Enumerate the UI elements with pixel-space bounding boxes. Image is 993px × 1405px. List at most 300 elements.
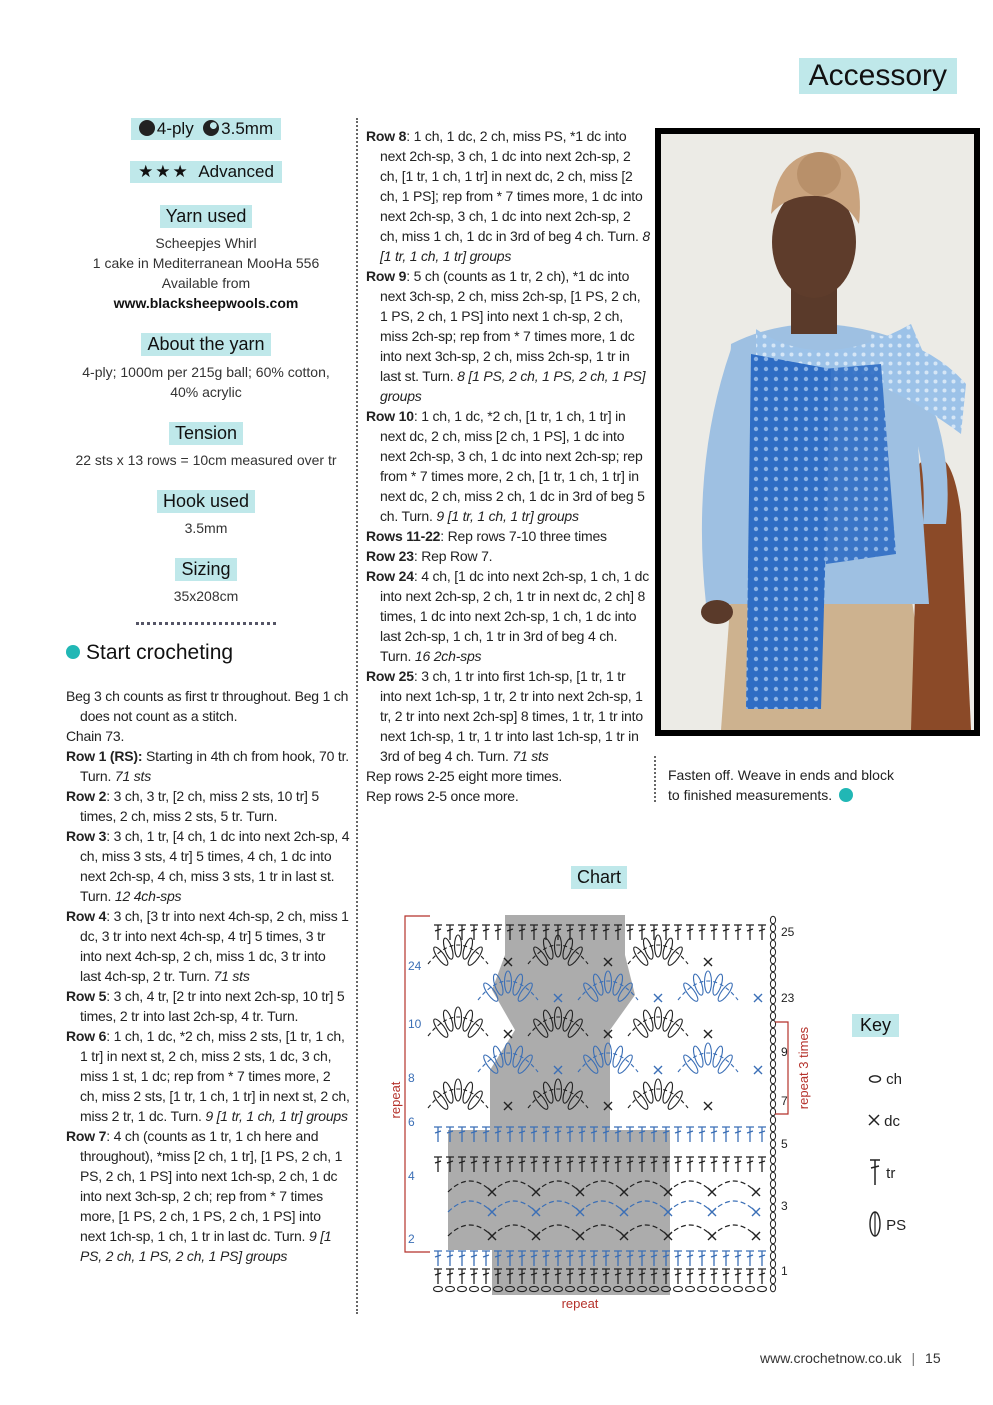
edge-chain-mark	[770, 1212, 775, 1220]
row-instructions: : 1 ch, 1 dc, *2 ch, miss 2 sts, [1 tr, 1 ch, 1 tr] in next st, 2 ch, miss 2 sts, 1 dc, 3 ch, miss 1 st, 1 dc; rep from * 7 times more, 2 ch, miss 2 sts, [1 tr, 1 ch, 1 tr] in next st, 2 ch, miss 2 tr, 1 dc. Turn.	[80, 1028, 350, 1124]
row-instructions: : 5 ch (counts as 1 tr, 2 ch), *1 dc into next 3ch-sp, 2 ch, miss 2ch-sp, [1 PS, 2 ch, 1 PS, 2 ch, 1 PS] into next 1 ch-sp, 2 ch, miss 2ch-sp; rep from * 7 times more, 1 dc into next 3ch-sp, 2 ch, miss 2ch-sp, 1 tr in last st. Turn.	[380, 268, 641, 384]
puff-stitch-mark	[655, 1007, 662, 1029]
repeat-label-left: repeat	[388, 1081, 403, 1119]
treble-mark	[434, 1127, 442, 1142]
key-item-ps	[868, 1210, 906, 1238]
edge-chain-mark	[770, 1100, 775, 1108]
row-stitch-count: 9 [1 PS, 2 ch, 1 PS, 2 ch, 1 PS] groups	[80, 1228, 332, 1264]
chain-arc	[712, 1225, 756, 1236]
hook-size: 3.5mm	[221, 119, 274, 138]
about-yarn-heading	[58, 333, 354, 356]
row-instructions: Starting in 4th ch from hook, 70 tr. Turn.	[80, 748, 349, 784]
treble-mark	[446, 1269, 454, 1284]
pattern-row	[66, 906, 350, 986]
edge-chain-mark	[770, 1268, 775, 1276]
yarn-used-heading-label: Yarn used	[160, 205, 253, 228]
row-instructions: : 3 ch, 4 tr, [2 tr into next 2ch-sp, 10 tr] 5 times, 2 tr into last 2ch-sp, 4 tr. Turn.	[80, 988, 345, 1024]
chain-arc	[712, 1201, 756, 1212]
skill-level-badge	[130, 161, 282, 183]
dc-mark	[752, 1188, 760, 1196]
row-label: Row 5	[66, 988, 107, 1004]
treble-mark	[698, 1269, 706, 1284]
edge-chain-mark	[770, 1204, 775, 1212]
pattern-row	[366, 406, 650, 526]
pattern-row	[66, 746, 350, 786]
edge-chain-mark	[770, 1164, 775, 1172]
puff-stitch-mark	[692, 1045, 705, 1068]
treble-mark	[470, 1269, 478, 1284]
caption-separator	[654, 756, 656, 802]
about-yarn-line-2: 40% acrylic	[170, 384, 242, 400]
row-label: Row 2	[66, 788, 107, 804]
row-instructions: Rep rows 2-25 eight more times.	[366, 768, 563, 784]
edge-chain-mark	[770, 924, 775, 932]
treble-mark	[758, 1269, 766, 1284]
sizing-heading	[58, 558, 354, 581]
start-crocheting-label: Start crocheting	[86, 641, 234, 664]
chain-mark	[746, 1286, 755, 1291]
chain-mark	[446, 1286, 455, 1291]
puff-stitch-mark	[661, 937, 674, 960]
row-instructions: : 1 ch, 1 dc, *2 ch, [1 tr, 1 ch, 1 tr] in next dc, 2 ch, miss [2 ch, 1 PS], 1 dc into next 2ch-sp, 3 ch, 1 dc into next 2ch-sp; rep from * 7 times more, 2 ch, [1 tr, 1 ch, 1 tr] in next dc, 2 ch, miss 2 ch, 1 dc in 3rd of beg 5 ch. Turn.	[380, 408, 645, 524]
pattern-row	[366, 126, 650, 266]
treble-mark	[662, 925, 670, 940]
puff-stitch-mark	[705, 1043, 712, 1065]
treble-mark	[746, 925, 754, 940]
edge-chain-mark	[770, 1260, 775, 1268]
dc-mark	[704, 958, 712, 966]
edge-chain-mark	[770, 1044, 775, 1052]
yarn-weight: 4-ply	[156, 119, 194, 138]
skill-stars-icon: ★★★	[138, 162, 190, 181]
puff-stitch-mark	[661, 1081, 674, 1104]
pattern-row	[366, 526, 650, 546]
puff-stitch-mark	[461, 937, 474, 960]
puff-stitch-symbol-icon	[868, 1210, 882, 1238]
treble-mark	[758, 1251, 766, 1266]
row-instructions: : Rep rows 7-10 three times	[440, 528, 607, 544]
row-instructions: : 3 ch, 3 tr, [2 ch, miss 2 sts, 10 tr] 5 times, 2 ch, miss 2 sts, 5 tr. Turn.	[80, 788, 320, 824]
treble-mark	[686, 1127, 694, 1142]
edge-chain-mark	[770, 1236, 775, 1244]
treble-mark	[758, 925, 766, 940]
treble-mark	[734, 1251, 742, 1266]
treble-mark	[722, 1127, 730, 1142]
treble-mark	[686, 1251, 694, 1266]
puff-stitch-mark	[642, 1009, 655, 1032]
treble-mark	[746, 1251, 754, 1266]
puff-stitch-mark	[655, 935, 662, 957]
puff-stitch-mark	[711, 1045, 724, 1068]
row-stitch-count: 9 [1 tr, 1 ch, 1 tr] groups	[205, 1108, 348, 1124]
chain-mark	[674, 1286, 683, 1291]
row-instructions: : 4 ch (counts as 1 tr, 1 ch here and throughout), *miss [2 ch, 1 tr], [1 PS, 2 ch, 1 PS, 2 ch, 1 PS] into next 1ch-sp, 2 ch, 1 dc into next 3ch-sp, 2 ch; rep from * 7 times more, [1 PS, 2 ch, 1 PS, 2 ch, 1 PS] into next 1ch-sp, 1 ch, 1 tr in last dc. Turn.	[80, 1128, 343, 1244]
tension-heading-label: Tension	[169, 422, 243, 445]
treble-mark	[686, 1157, 694, 1172]
edge-chain-mark	[770, 1188, 775, 1196]
puff-stitch-mark	[642, 1081, 655, 1104]
chain-mark	[482, 1286, 491, 1291]
key-item-ch	[868, 1071, 902, 1088]
row-stitch-count: 71 sts	[512, 748, 549, 764]
chain-mark	[734, 1286, 743, 1291]
treble-mark	[482, 1251, 490, 1266]
chain-mark	[698, 1286, 707, 1291]
row-number-left: 6	[408, 1115, 415, 1129]
treble-mark	[734, 925, 742, 940]
treble-mark	[434, 1269, 442, 1284]
chain-arc	[668, 1201, 712, 1212]
puff-stitch-mark	[455, 1079, 462, 1101]
row-number-right: 7	[781, 1094, 788, 1108]
edge-chain-mark	[770, 1132, 775, 1140]
treble-mark	[494, 925, 502, 940]
treble-mark	[470, 1251, 478, 1266]
pattern-row	[366, 546, 650, 566]
puff-stitch-mark	[661, 1009, 674, 1032]
treble-mark	[710, 1127, 718, 1142]
puff-stitch-mark	[461, 1009, 474, 1032]
edge-chain-mark	[770, 1060, 775, 1068]
row-instructions: : 3 ch, 1 tr into first 1ch-sp, [1 tr, 1 tr into next 1ch-sp, 1 tr, 2 tr into next 2ch-sp, 1 tr, 2 tr into next 2ch-sp] 8 times, 1 tr, 1 tr into next 1ch-sp, 1 tr, 1 tr into last 1ch-sp, 1 tr in 3rd of beg 4 ch. Turn.	[380, 668, 643, 764]
treble-mark	[710, 925, 718, 940]
puff-stitch-mark	[611, 1045, 624, 1068]
treble-mark	[746, 1127, 754, 1142]
yarn-used-heading	[58, 205, 354, 228]
sizing-heading-label: Sizing	[175, 558, 236, 581]
treble-mark	[626, 925, 634, 940]
key-label-ps: PS	[886, 1217, 907, 1234]
edge-chain-mark	[770, 1036, 775, 1044]
chain-symbol-icon	[868, 1074, 882, 1084]
puff-stitch-mark	[711, 973, 724, 996]
edge-chain-mark	[770, 1172, 775, 1180]
puff-stitch-mark	[461, 1081, 474, 1104]
row-stitch-count: 71 sts	[213, 968, 250, 984]
row-label: Row 1 (RS):	[66, 748, 143, 764]
chart-repeat-shading	[448, 915, 670, 1295]
dc-mark	[654, 1066, 662, 1074]
key-heading: Key	[852, 1014, 899, 1037]
edge-chain-mark	[770, 1252, 775, 1260]
edge-chain-mark	[770, 1028, 775, 1036]
edge-chain-mark	[770, 1244, 775, 1252]
dc-mark	[754, 1066, 762, 1074]
bullet-dot-icon	[66, 645, 80, 659]
about-yarn-line-1: 4-ply; 1000m per 215g ball; 60% cotton,	[82, 364, 330, 380]
treble-mark	[434, 925, 442, 940]
row-instructions: Rep rows 2-5 once more.	[366, 788, 519, 804]
row-instructions: : 4 ch, [1 dc into next 2ch-sp, 1 ch, 1 dc into next 2ch-sp, 2 ch, 1 tr in next dc, 2 ch] 8 times, 1 dc into next 2ch-sp, 1 ch, 1 dc into last 2ch-sp, 1 ch, 1 tr in 3rd of beg 4 ch. Turn.	[380, 568, 650, 664]
edge-chain-mark	[770, 956, 775, 964]
pattern-row	[366, 666, 650, 766]
treble-mark	[458, 1269, 466, 1284]
model-photo	[655, 128, 980, 736]
edge-chain-mark	[770, 1012, 775, 1020]
page-section-tag: Accessory	[799, 58, 957, 94]
row-stitch-count: 71 sts	[114, 768, 152, 784]
row-number-right: 1	[781, 1264, 788, 1278]
footer-website[interactable]: www.crochetnow.co.uk	[760, 1350, 902, 1366]
pattern-row	[66, 986, 350, 1026]
chain-mark	[722, 1286, 731, 1291]
row-label: Row 23	[366, 548, 414, 564]
skill-level-label: Advanced	[198, 162, 274, 181]
row-instructions: : Rep Row 7.	[413, 548, 493, 564]
edge-chain-mark	[770, 1140, 775, 1148]
puff-stitch-mark	[655, 1079, 662, 1101]
edge-chain-mark	[770, 1116, 775, 1124]
pattern-row	[66, 826, 350, 906]
edge-chain-mark	[770, 1180, 775, 1188]
row-label: Row 24	[366, 568, 414, 584]
dc-mark	[654, 994, 662, 1002]
chain-mark	[434, 1286, 443, 1291]
yarn-meta-line	[58, 118, 354, 140]
puff-stitch-mark	[442, 1009, 455, 1032]
treble-mark	[674, 1127, 682, 1142]
row-instructions: : 3 ch, [3 tr into next 4ch-sp, 2 ch, miss 1 dc, 3 tr into next 4ch-sp, 4 tr] 5 times, 3 tr into next 4ch-sp, 2 ch, miss 1 dc, 3 tr into last 4ch-sp, 2 tr. Turn.	[80, 908, 349, 984]
dc-mark	[704, 1030, 712, 1038]
treble-mark	[722, 1251, 730, 1266]
chart-heading: Chart	[571, 866, 627, 889]
treble-mark	[458, 1251, 466, 1266]
row-label: Row 8	[366, 128, 407, 144]
edge-chain-mark	[770, 964, 775, 972]
treble-mark	[758, 1157, 766, 1172]
key-label-ch: ch	[886, 1071, 903, 1088]
treble-mark	[698, 1157, 706, 1172]
edge-chain-mark	[770, 940, 775, 948]
treble-mark	[698, 1127, 706, 1142]
row-label: Row 6	[66, 1028, 107, 1044]
row-number-right: 3	[781, 1199, 788, 1213]
treble-mark	[722, 1157, 730, 1172]
hook-used-text: 3.5mm	[184, 520, 228, 536]
pattern-row	[366, 266, 650, 406]
puff-stitch-mark	[442, 937, 455, 960]
puff-stitch-mark	[442, 1081, 455, 1104]
key-label-dc: dc	[884, 1113, 901, 1130]
double-crochet-symbol-icon	[868, 1114, 880, 1126]
chain-mark	[758, 1286, 767, 1291]
model-photo-illustration	[661, 134, 974, 730]
chain-mark	[686, 1286, 695, 1291]
treble-mark	[734, 1269, 742, 1284]
pattern-row	[66, 786, 350, 826]
edge-chain-mark	[770, 972, 775, 980]
row-stitch-count: 12 4ch-sps	[114, 888, 182, 904]
row-number-left: 24	[408, 959, 422, 973]
row-number-left: 4	[408, 1169, 415, 1183]
puff-stitch-mark	[455, 935, 462, 957]
treble-mark	[722, 1269, 730, 1284]
treble-mark	[482, 1269, 490, 1284]
row-label: Row 7	[66, 1128, 107, 1144]
treble-mark	[482, 925, 490, 940]
pattern-row	[66, 1126, 350, 1266]
row-label: Rows 11-22	[366, 528, 441, 544]
pattern-row	[366, 766, 650, 786]
row-number-right: 5	[781, 1137, 788, 1151]
edge-chain-mark	[770, 996, 775, 1004]
footer-separator: |	[911, 1350, 916, 1366]
edge-chain-mark	[770, 1020, 775, 1028]
yarn-availability: Available from	[161, 275, 251, 291]
edge-chain-mark	[770, 916, 775, 924]
treble-mark	[458, 925, 466, 940]
hook-icon	[203, 120, 219, 136]
yarn-name: Scheepjes Whirl	[155, 235, 257, 251]
page-number: 15	[925, 1350, 941, 1366]
page-footer	[760, 1350, 941, 1366]
dc-mark	[754, 994, 762, 1002]
row-number-left: 2	[408, 1232, 415, 1246]
edge-chain-mark	[770, 1068, 775, 1076]
chain-mark	[470, 1286, 479, 1291]
edge-chain-mark	[770, 1084, 775, 1092]
pattern-row	[366, 786, 650, 806]
treble-mark	[710, 1157, 718, 1172]
edge-chain-mark	[770, 980, 775, 988]
yarn-stockist-link[interactable]: www.blacksheepwools.com	[113, 295, 299, 311]
treble-mark	[674, 1157, 682, 1172]
end-dot-icon	[839, 788, 853, 802]
treble-mark	[710, 1251, 718, 1266]
chain-arc	[668, 1225, 712, 1236]
yarn-meta-badge	[131, 118, 281, 140]
sizing-text: 35x208cm	[173, 588, 239, 604]
row-stitch-count: 9 [1 tr, 1 ch, 1 tr] groups	[436, 508, 579, 524]
yarn-ball-icon	[139, 120, 155, 136]
treble-mark	[686, 925, 694, 940]
puff-stitch-mark	[692, 973, 705, 996]
row-number-right: 25	[781, 925, 795, 939]
puff-stitch-mark	[705, 971, 712, 993]
row-instructions: : 3 ch, 1 tr, [4 ch, 1 dc into next 2ch-sp, 4 ch, miss 3 sts, 4 tr] 5 times, 4 ch, 1 dc into next 2ch-sp, 4 ch, miss 3 sts, 1 tr in last st. Turn.	[80, 828, 350, 904]
dc-mark	[704, 1102, 712, 1110]
row-label: Row 9	[366, 268, 407, 284]
row-label: Row 25	[366, 668, 414, 684]
row-label: Row 10	[366, 408, 414, 424]
treble-mark	[674, 1251, 682, 1266]
treble-mark	[674, 1269, 682, 1284]
treble-mark	[446, 925, 454, 940]
row-stitch-count: 8 [1 tr, 1 ch, 1 tr] groups	[380, 228, 650, 264]
pattern-column-1	[66, 686, 350, 1266]
start-crocheting-heading	[66, 641, 233, 665]
column-separator	[356, 118, 358, 1314]
edge-chain-mark	[770, 948, 775, 956]
treble-mark	[758, 1127, 766, 1142]
edge-chain-mark	[770, 1156, 775, 1164]
about-yarn-body	[58, 362, 354, 402]
chain-mark	[710, 1286, 719, 1291]
key-item-tr	[868, 1158, 895, 1186]
treble-mark	[722, 925, 730, 940]
pattern-column-2	[366, 126, 650, 806]
dc-mark	[752, 1232, 760, 1240]
chain-mark	[458, 1286, 467, 1291]
row-number-left: 8	[408, 1071, 415, 1085]
treble-mark	[650, 925, 658, 940]
tension-heading	[58, 422, 354, 445]
treble-mark	[698, 925, 706, 940]
key-item-dc	[868, 1113, 900, 1130]
pattern-row	[66, 686, 350, 726]
row-number-left: 10	[408, 1017, 422, 1031]
row-instructions: : 1 ch, 1 dc, 2 ch, miss PS, *1 dc into next 2ch-sp, 3 ch, 1 dc into next 2ch-sp, 2 ch, [1 tr, 1 ch, 1 tr] in next dc, 2 ch, miss [2 ch, 1 PS]; rep from * 7 times more, 1 dc into next 2ch-sp, 3 ch, 1 dc into next 2ch-sp, 2 ch, miss 1 ch, 1 dc in 3rd of beg 4 ch. Turn.	[380, 128, 643, 244]
edge-chain-mark	[770, 1092, 775, 1100]
treble-mark	[746, 1157, 754, 1172]
treble-mark	[734, 1157, 742, 1172]
skill-level-line	[58, 161, 354, 183]
edge-chain-mark	[770, 1108, 775, 1116]
key-label-tr: tr	[886, 1165, 896, 1182]
edge-chain-mark	[770, 1148, 775, 1156]
repeat-label-right: repeat 3 times	[796, 1026, 811, 1110]
treble-mark	[698, 1251, 706, 1266]
edge-chain-mark	[770, 1052, 775, 1060]
finishing-text: Fasten off. Weave in ends and block to finished measurements.	[668, 767, 894, 803]
treble-mark	[746, 1269, 754, 1284]
puff-stitch-mark	[455, 1007, 462, 1029]
row-number-right: 23	[781, 991, 795, 1005]
treble-mark	[446, 1251, 454, 1266]
row-label: Row 4	[66, 908, 107, 924]
about-yarn-heading-label: About the yarn	[141, 333, 270, 356]
row-stitch-count: 8 [1 PS, 2 ch, 1 PS, 2 ch, 1 PS] groups	[380, 368, 646, 404]
crochet-chart	[380, 900, 830, 1320]
pattern-row	[66, 1026, 350, 1126]
edge-chain-mark	[770, 1196, 775, 1204]
chain-arc	[712, 1181, 756, 1192]
pattern-row	[366, 566, 650, 666]
edge-chain-mark	[770, 1284, 775, 1292]
section-divider	[136, 622, 276, 625]
treble-mark	[434, 1157, 442, 1172]
pattern-row	[66, 726, 350, 746]
edge-chain-mark	[770, 1004, 775, 1012]
row-stitch-count: 16 2ch-sps	[414, 648, 482, 664]
row-instructions: Beg 3 ch counts as first tr throughout. Beg 1 ch does not count as a stitch.	[66, 688, 349, 724]
yarn-used-body	[58, 233, 354, 313]
dc-mark	[504, 1030, 512, 1038]
edge-chain-mark	[770, 1076, 775, 1084]
row-label: Row 3	[66, 828, 107, 844]
treble-symbol-icon	[868, 1158, 882, 1186]
dc-mark	[752, 1208, 760, 1216]
edge-chain-mark	[770, 1228, 775, 1236]
edge-chain-mark	[770, 988, 775, 996]
edge-chain-mark	[770, 1276, 775, 1284]
row-instructions: Chain 73.	[66, 728, 125, 744]
hook-used-heading	[58, 490, 354, 513]
finishing-caption	[668, 765, 908, 805]
hook-used-heading-label: Hook used	[157, 490, 255, 513]
edge-chain-mark	[770, 932, 775, 940]
chain-arc	[668, 1181, 712, 1192]
treble-mark	[686, 1269, 694, 1284]
tension-text: 22 sts x 13 rows = 10cm measured over tr	[75, 452, 337, 468]
treble-mark	[674, 925, 682, 940]
puff-stitch-mark	[642, 937, 655, 960]
yarn-colour: 1 cake in Mediterranean MooHa 556	[92, 255, 320, 271]
repeat-label-bottom: repeat	[561, 1296, 599, 1311]
row-number-right: 9	[781, 1045, 788, 1059]
treble-mark	[434, 1251, 442, 1266]
treble-mark	[710, 1269, 718, 1284]
